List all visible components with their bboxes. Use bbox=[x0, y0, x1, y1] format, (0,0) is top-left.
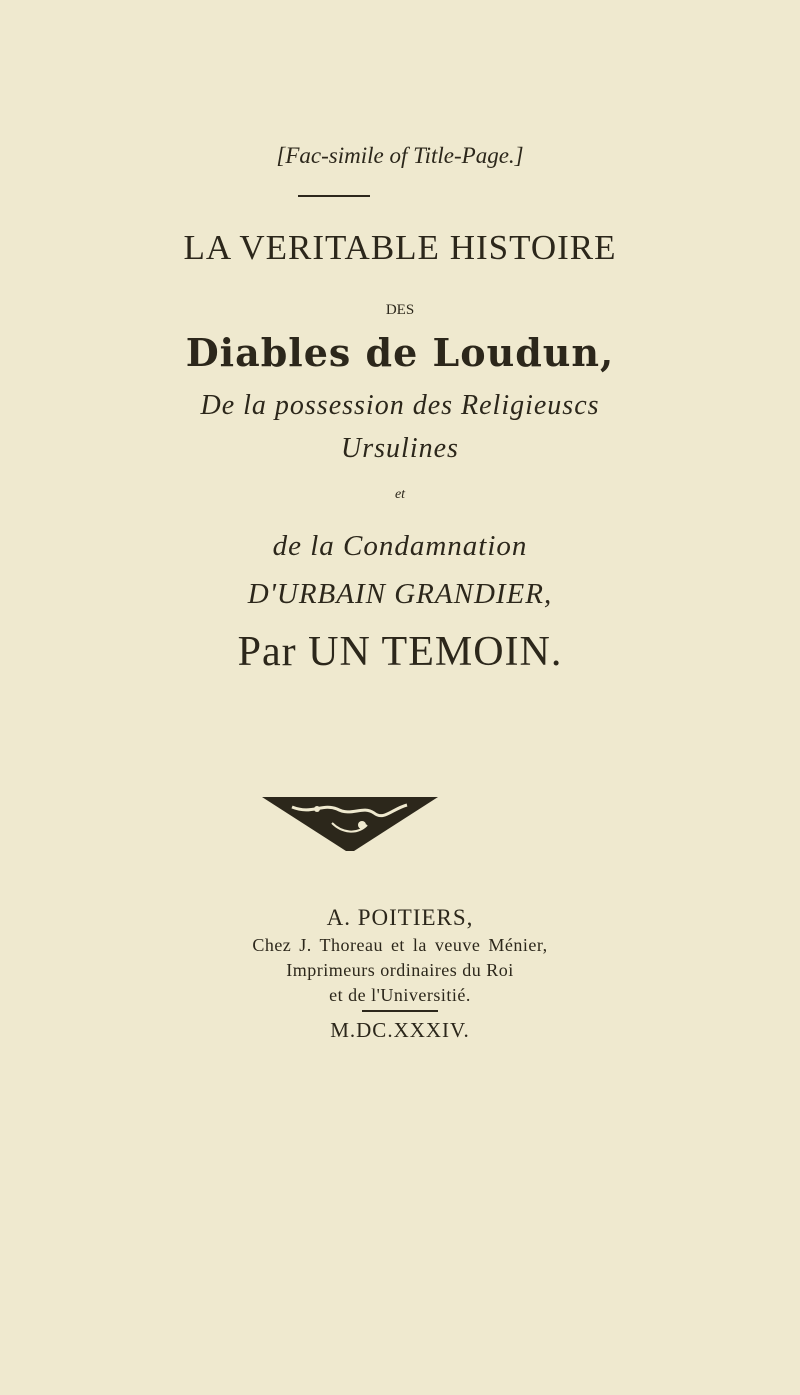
imprint-date: M.DC.XXXIV. bbox=[330, 1018, 470, 1042]
par: Par bbox=[237, 629, 297, 675]
imprint-line: Imprimeurs ordinaires du Roi bbox=[286, 960, 514, 980]
subtitle-line: Ursulines bbox=[341, 433, 459, 464]
imprint-line: et de l'Universitié. bbox=[329, 985, 471, 1005]
title-des: DES bbox=[385, 302, 415, 318]
blackletter-title: Diables de Loudun, bbox=[185, 330, 615, 375]
title-line: LA VERITABLE HISTOIRE bbox=[183, 228, 617, 267]
by-witness bbox=[0, 628, 800, 676]
un-temoin: UN TEMOIN. bbox=[296, 629, 563, 675]
divider bbox=[362, 1010, 438, 1012]
subtitle-line: De la possession des Religieuscs bbox=[200, 390, 600, 421]
author-subject: D'URBAIN GRANDIER, bbox=[247, 578, 553, 610]
subtitle-et: et bbox=[394, 487, 406, 502]
subtitle-line: de la Condamnation bbox=[272, 530, 528, 562]
imprint-city: A. POITIERS, bbox=[326, 905, 474, 930]
divider bbox=[298, 195, 370, 197]
facsimile-note: [Fac-simile of Title-Page.] bbox=[276, 143, 524, 168]
dragon-ornament-icon bbox=[262, 795, 438, 853]
imprint-printer: Chez J. Thoreau et la veuve Ménier, bbox=[252, 935, 548, 955]
